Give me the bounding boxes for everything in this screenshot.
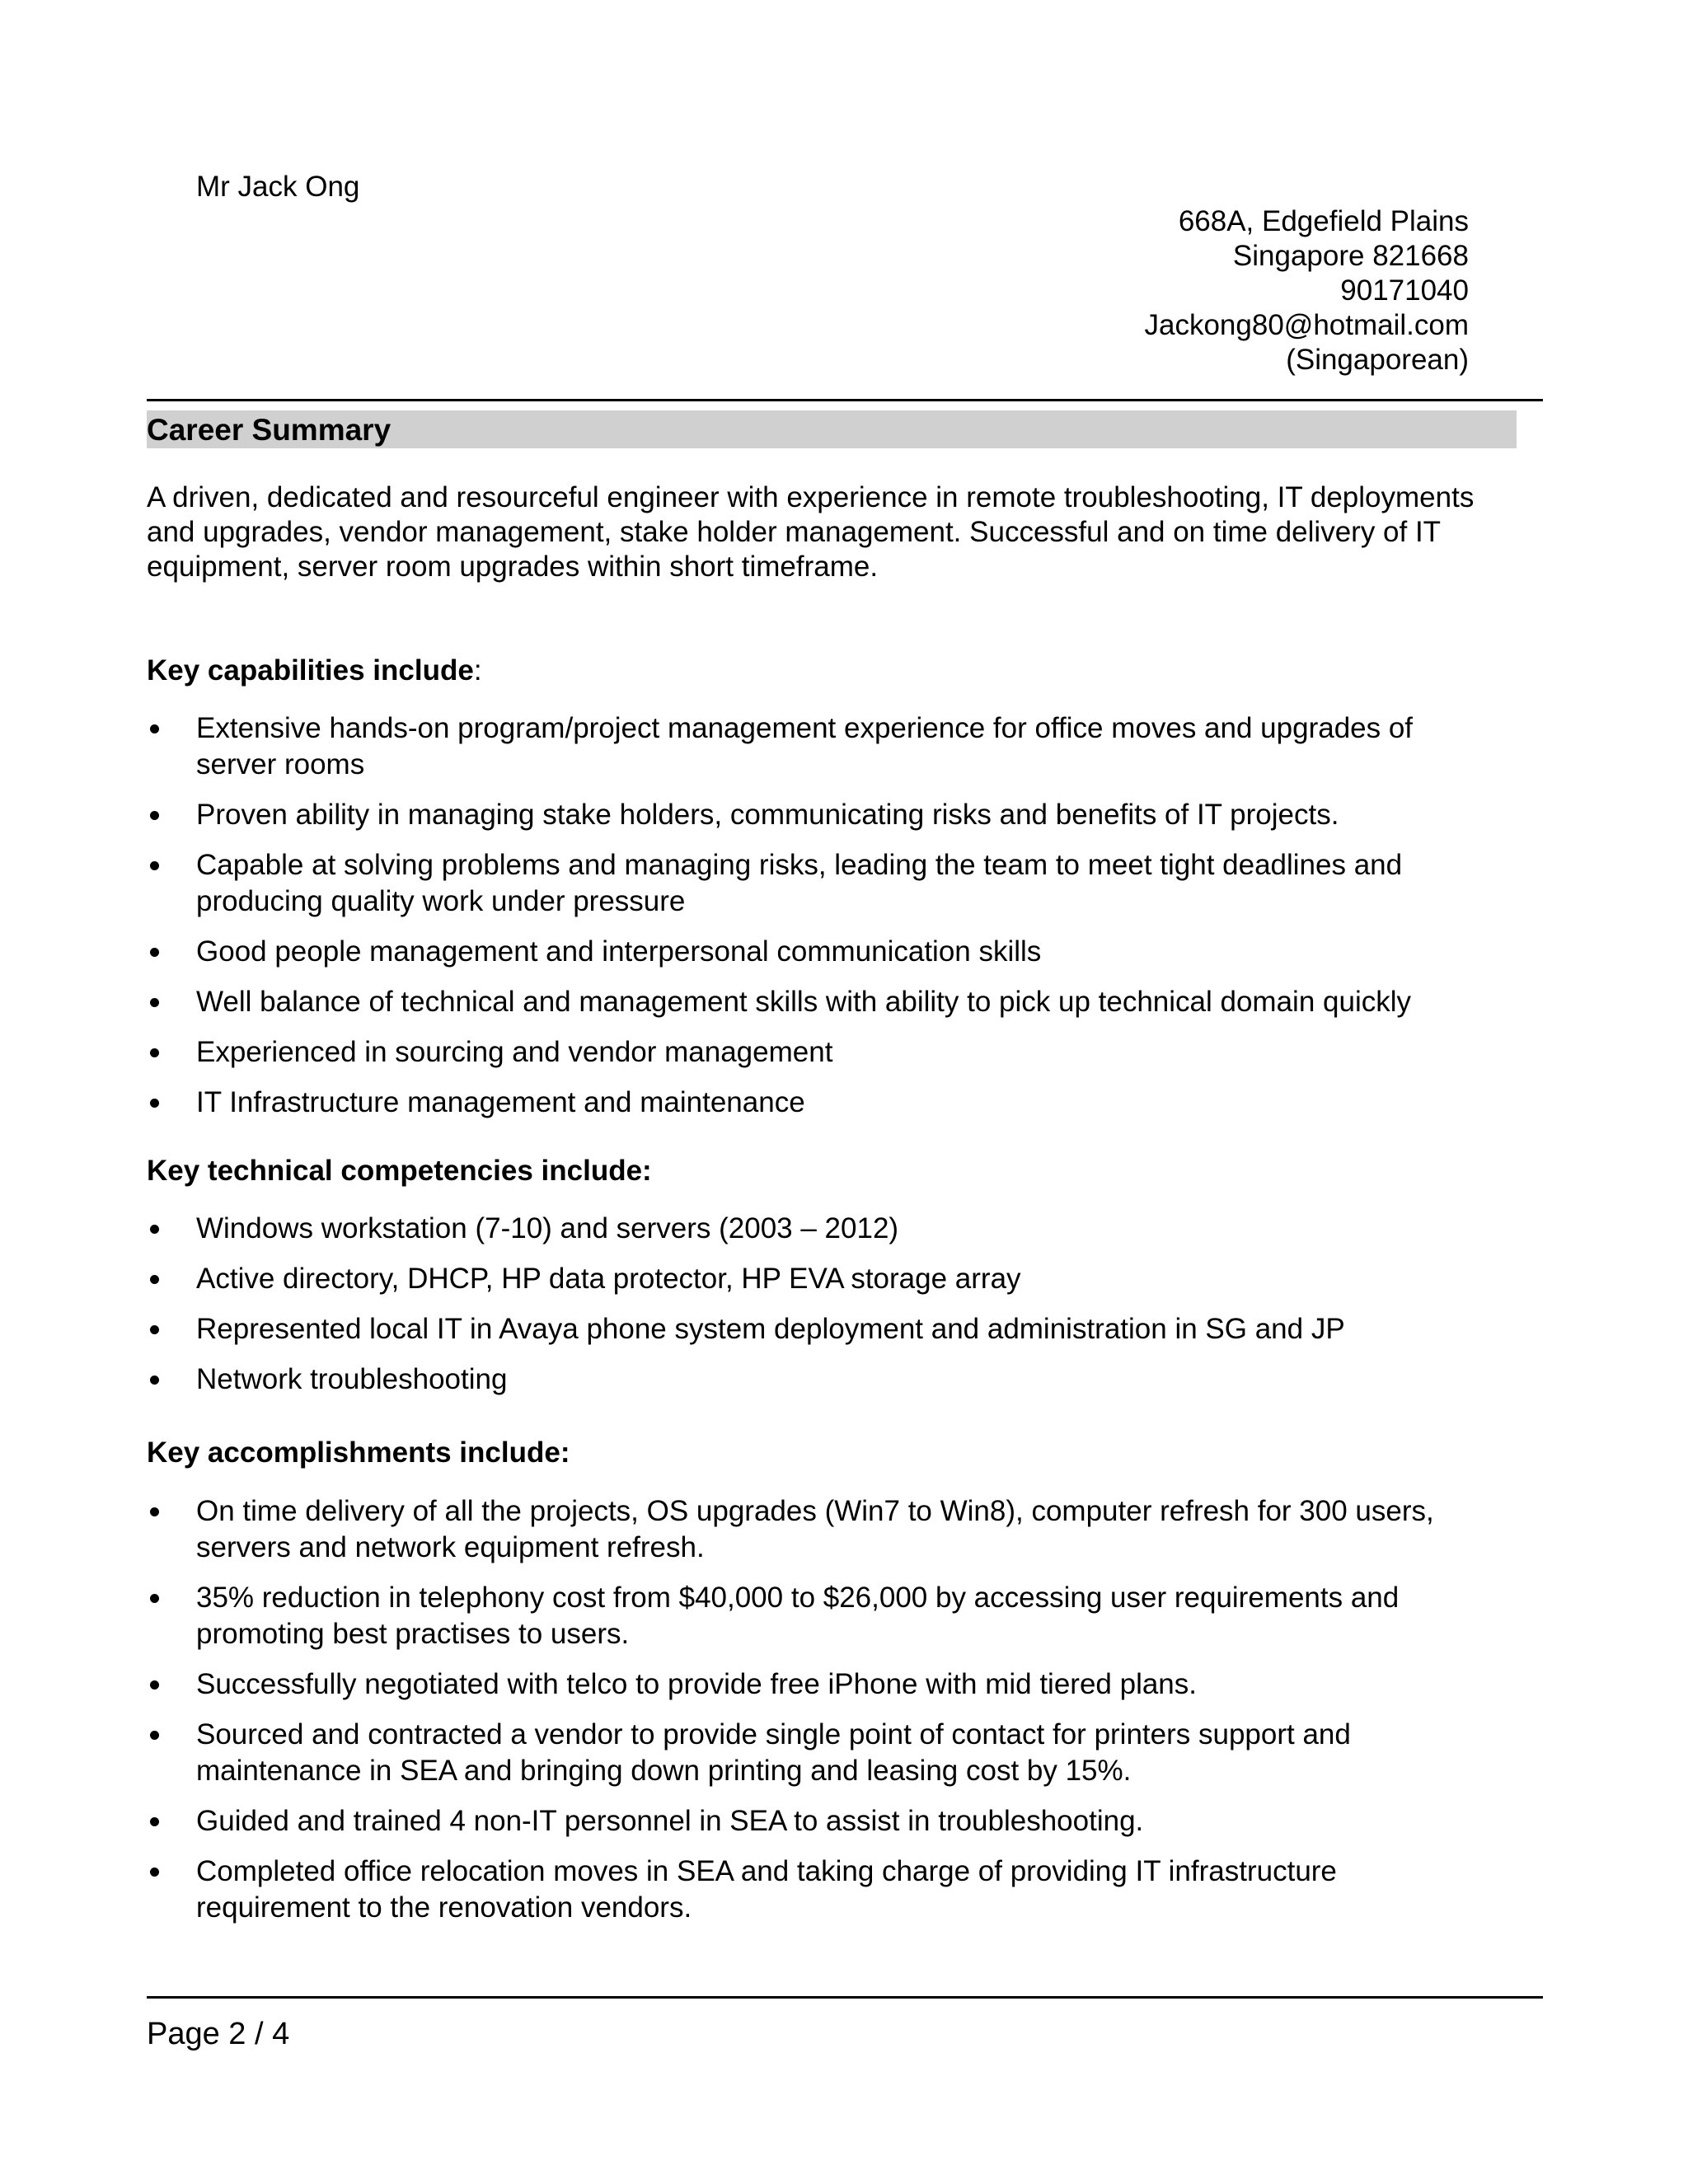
list-item bbox=[147, 1085, 1498, 1121]
list-item-text: Well balance of technical and management skills with ability to pick up technical domain quickly bbox=[196, 986, 1411, 1018]
capabilities-heading-colon: : bbox=[473, 654, 482, 687]
technical-list bbox=[147, 1211, 1498, 1412]
list-item bbox=[147, 934, 1498, 970]
list-item-text: Guided and trained 4 non-IT personnel in SEA to assist in troubleshooting. bbox=[196, 1805, 1144, 1837]
list-item bbox=[147, 710, 1498, 783]
bullet-icon bbox=[150, 861, 159, 870]
bullet-icon bbox=[150, 811, 159, 820]
list-item bbox=[147, 797, 1498, 833]
list-item-text: Sourced and contracted a vendor to provide single point of contact for printers support and maintenance in SEA and bringing down printing and leasing cost by 15%. bbox=[196, 1718, 1351, 1787]
bullet-icon bbox=[150, 1680, 159, 1690]
list-item-text: Successfully negotiated with telco to provide free iPhone with mid tiered plans. bbox=[196, 1668, 1197, 1700]
career-summary-heading: Career Summary bbox=[147, 410, 1517, 448]
bullet-icon bbox=[150, 998, 159, 1007]
list-item-text: 35% reduction in telephony cost from $40,000 to $26,000 by accessing user requirements and promoting best practises to users. bbox=[196, 1582, 1400, 1650]
bullet-icon bbox=[150, 724, 159, 733]
header-divider bbox=[147, 399, 1543, 401]
list-item bbox=[147, 1311, 1498, 1347]
list-item-text: Windows workstation (7-10) and servers (2003 – 2012) bbox=[196, 1212, 899, 1244]
bullet-icon bbox=[150, 1868, 159, 1877]
list-item-text: On time delivery of all the projects, OS upgrades (Win7 to Win8), computer refresh for 300 users, servers and network equipment refresh. bbox=[196, 1495, 1434, 1563]
list-item bbox=[147, 847, 1498, 920]
list-item-text: Active directory, DHCP, HP data protector, HP EVA storage array bbox=[196, 1263, 1021, 1295]
candidate-name: Mr Jack Ong bbox=[196, 171, 360, 203]
list-item bbox=[147, 1211, 1498, 1247]
bullet-icon bbox=[150, 948, 159, 957]
technical-heading-label: Key technical competencies include: bbox=[147, 1155, 652, 1187]
list-item-text: Completed office relocation moves in SEA and taking charge of providing IT infrastructure requirement to the renovation vendors. bbox=[196, 1855, 1337, 1924]
bullet-icon bbox=[150, 1731, 159, 1740]
nationality: (Singaporean) bbox=[1286, 344, 1469, 376]
list-item bbox=[147, 1803, 1498, 1840]
list-item bbox=[147, 1493, 1498, 1566]
email-address: Jackong80@hotmail.com bbox=[1144, 309, 1469, 341]
phone-number: 90171040 bbox=[1340, 274, 1469, 307]
list-item bbox=[147, 1717, 1498, 1789]
bullet-icon bbox=[150, 1099, 159, 1108]
technical-heading bbox=[147, 1154, 652, 1188]
list-item-text: IT Infrastructure management and maintenance bbox=[196, 1086, 805, 1118]
list-item bbox=[147, 1580, 1498, 1652]
list-item-text: Extensive hands-on program/project management experience for office moves and upgrades of server rooms bbox=[196, 712, 1414, 780]
capabilities-heading bbox=[147, 654, 482, 688]
bullet-icon bbox=[150, 1507, 159, 1516]
address-line-city: Singapore 821668 bbox=[1232, 240, 1469, 272]
address-line-street: 668A, Edgefield Plains bbox=[1178, 205, 1469, 237]
list-item-text: Capable at solving problems and managing risks, leading the team to meet tight deadlines and producing quality work under pressure bbox=[196, 849, 1403, 917]
list-item bbox=[147, 984, 1498, 1020]
accomplishments-heading-label: Key accomplishments include: bbox=[147, 1436, 570, 1469]
list-item bbox=[147, 1034, 1498, 1071]
footer-divider bbox=[147, 1996, 1543, 1999]
accomplishments-list bbox=[147, 1493, 1498, 1940]
capabilities-list bbox=[147, 710, 1498, 1135]
bullet-icon bbox=[150, 1376, 159, 1385]
bullet-icon bbox=[150, 1594, 159, 1603]
list-item-text: Proven ability in managing stake holders, communicating risks and benefits of IT projects. bbox=[196, 799, 1339, 831]
bullet-icon bbox=[150, 1817, 159, 1826]
accomplishments-heading bbox=[147, 1436, 570, 1470]
capabilities-heading-label: Key capabilities include bbox=[147, 654, 474, 687]
list-item-text: Represented local IT in Avaya phone system deployment and administration in SG and JP bbox=[196, 1313, 1345, 1345]
list-item bbox=[147, 1854, 1498, 1926]
contact-block bbox=[1145, 204, 1470, 377]
bullet-icon bbox=[150, 1048, 159, 1057]
list-item bbox=[147, 1666, 1498, 1703]
list-item-text: Good people management and interpersonal communication skills bbox=[196, 935, 1042, 968]
list-item bbox=[147, 1261, 1498, 1297]
bullet-icon bbox=[150, 1325, 159, 1334]
career-summary-paragraph: A driven, dedicated and resourceful engineer with experience in remote troubleshooting, IT deployments and upgrades, vendor management, stake holder management. Successful and on time delivery of IT equipment, server room upgrades within short timeframe. bbox=[147, 481, 1475, 583]
list-item bbox=[147, 1361, 1498, 1398]
list-item-text: Experienced in sourcing and vendor management bbox=[196, 1036, 833, 1068]
bullet-icon bbox=[150, 1275, 159, 1284]
bullet-icon bbox=[150, 1225, 159, 1234]
page-number: Page 2 / 4 bbox=[147, 2017, 290, 2051]
list-item-text: Network troubleshooting bbox=[196, 1363, 508, 1395]
